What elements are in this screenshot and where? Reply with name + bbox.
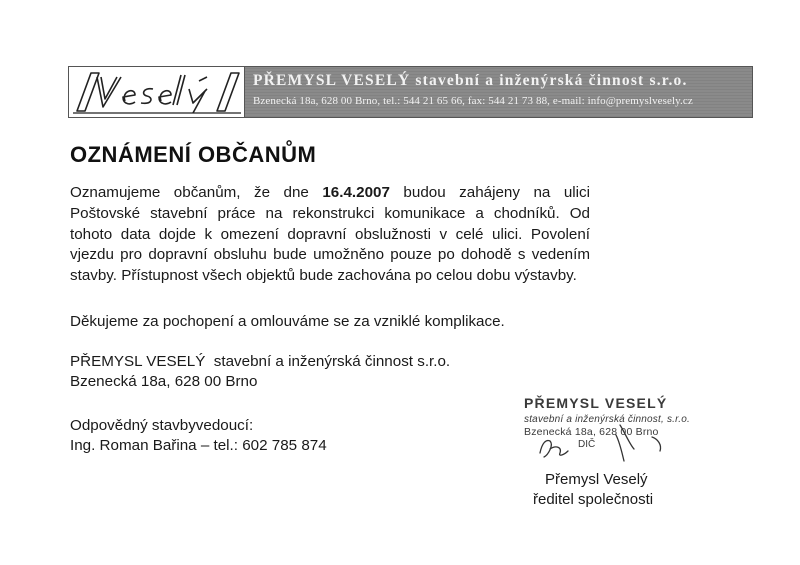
company-logo (69, 67, 245, 117)
site-manager-block (70, 416, 327, 456)
notice-paragraph (70, 183, 590, 287)
paragraph-body: budou zahájeny na ulici Poštovské stavební práce na rekonstrukci komunikace a chodníků. Od tohoto data dojde k omezení dopravní obslužnosti v celé ulici. Povolení vjezdu pro dopravní obsluhu bude umožněno pouze po dohodě s vedením stavby. Přístupnost všech objektů bude zachována po celou dobu výstavby. (70, 184, 590, 285)
letterhead-contact-line: Bzenecká 18a, 628 00 Brno, tel.: 544 21 65 66, fax: 544 21 73 88, e-mail: info@premyslvesely.cz (253, 95, 693, 107)
site-manager-label: Odpovědný stavbyvedoucí: (70, 417, 254, 434)
stamp-dic: DIČ (578, 439, 596, 450)
signatory-name: Přemysl Veselý (545, 471, 648, 488)
handwritten-signature-mark (520, 395, 690, 470)
notice-title: OZNÁMENÍ OBČANŮM (70, 142, 317, 167)
start-date: 16.4.2007 (322, 184, 390, 201)
signatory (533, 470, 653, 510)
letterhead-company-strip (245, 67, 752, 117)
company-block-name: PŘEMYSL VESELÝ stavební a inženýrská činnost s.r.o. (70, 353, 451, 370)
paragraph-intro: Oznamujeme občanům, že dne (70, 184, 323, 201)
thanks-line: Děkujeme za pochopení a omlouváme se za vzniklé komplikace. (70, 313, 505, 330)
letterhead (68, 66, 753, 118)
company-block (70, 352, 450, 392)
company-stamp (520, 395, 690, 470)
stamp-address: Bzenecká 18a, 628 00 Brno (524, 426, 659, 438)
logo-graphic (69, 67, 244, 117)
company-block-address: Bzenecká 18a, 628 00 Brno (70, 373, 258, 390)
stamp-subtitle: stavební a inženýrská činnost, s.r.o. (524, 414, 690, 425)
letterhead-company-name: PŘEMYSL VESELÝ stavební a inženýrská činnost s.r.o. (253, 72, 688, 89)
site-manager-contact: Ing. Roman Bařina – tel.: 602 785 874 (70, 437, 327, 454)
signatory-role: ředitel společnosti (533, 491, 654, 508)
stamp-title: PŘEMYSL VESELÝ (524, 395, 668, 411)
